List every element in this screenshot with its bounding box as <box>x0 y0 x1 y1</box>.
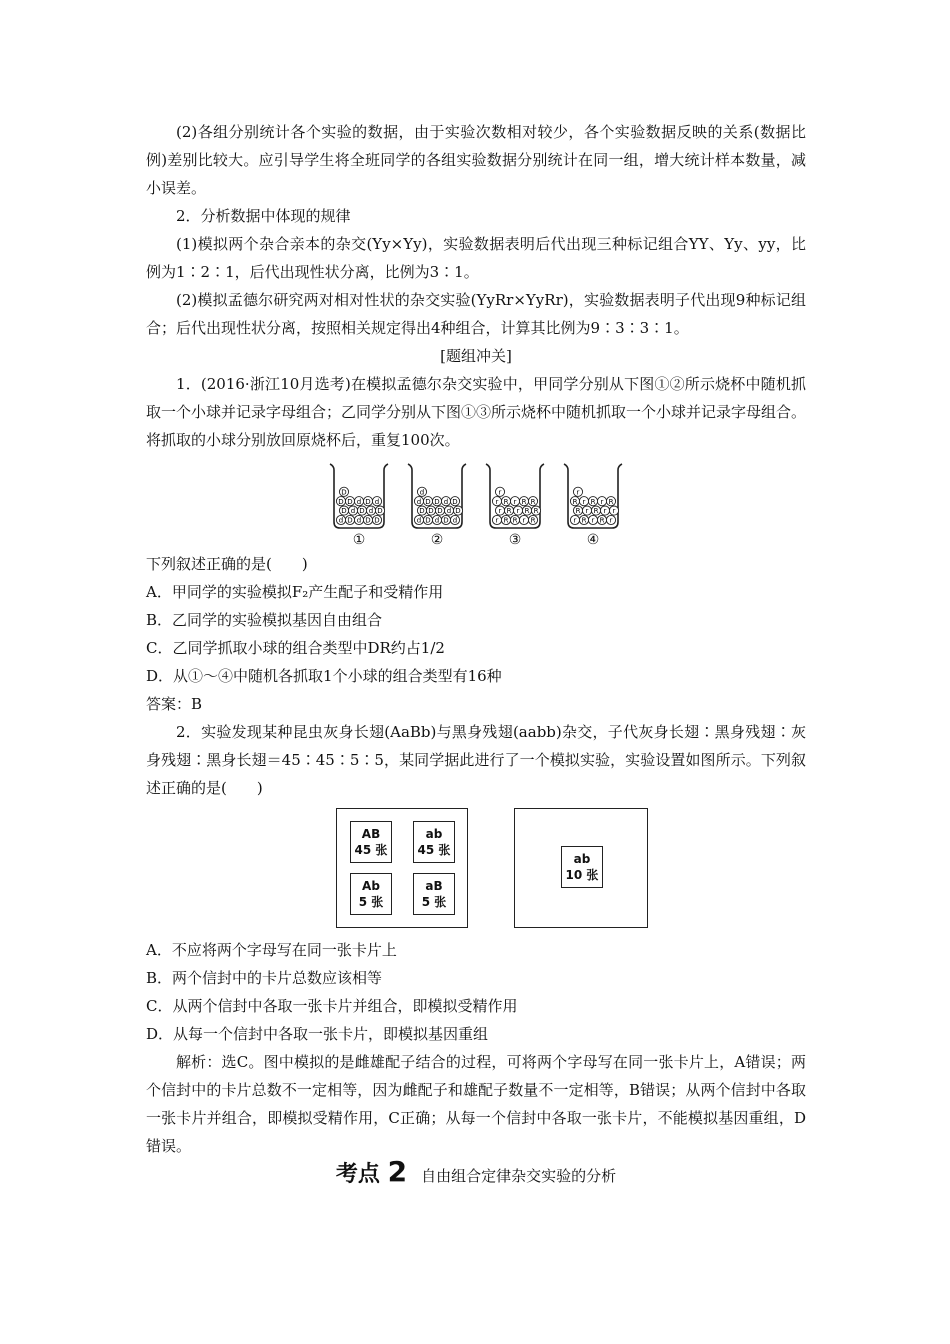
ball <box>588 515 597 524</box>
svg-text:D: D <box>338 497 344 506</box>
beaker-1-label: ① <box>352 532 366 548</box>
ball <box>510 515 519 524</box>
svg-text:R: R <box>572 497 578 506</box>
question-1-answer: 答案：B <box>146 695 203 713</box>
question-2-option-a: A．不应将两个字母写在同一张卡片上 <box>146 941 397 959</box>
ball <box>375 506 384 515</box>
svg-text:r: r <box>498 507 502 516</box>
svg-text:d: d <box>416 516 422 525</box>
svg-text:D: D <box>425 516 431 525</box>
ball <box>363 515 372 524</box>
section-heading-title: 自由组合定律杂交实验的分析 <box>421 1167 617 1185</box>
question-1-option-b: B．乙同学的实验模拟基因自由组合 <box>146 611 383 629</box>
svg-text:r: r <box>573 516 577 525</box>
ball <box>600 506 609 515</box>
ball <box>372 515 381 524</box>
svg-text:R: R <box>575 507 581 516</box>
ball <box>336 515 345 524</box>
svg-text:R: R <box>530 516 536 525</box>
svg-text:D: D <box>443 516 449 525</box>
beaker-3-label: ③ <box>508 532 522 548</box>
svg-text:d: d <box>368 507 374 516</box>
svg-text:d: d <box>446 507 452 516</box>
ball <box>450 515 459 524</box>
question-2-option-d: D．从每一个信封中各取一张卡片，即模拟基因重组 <box>146 1025 489 1043</box>
beaker-4-drawing <box>560 460 626 530</box>
question-1-prompt: 下列叙述正确的是( ) <box>146 555 308 573</box>
svg-text:D: D <box>452 497 458 506</box>
card-ab: ab 45 张 <box>413 821 455 863</box>
question-1-stem: 1．(2016·浙江10月选考)在模拟孟德尔杂交实验中，甲同学分别从下图①②所示烧杯中随机抓取一个小球并记录字母组合；乙同学分别从下图①③所示烧杯中随机抓取一个小球并记录字母组合。将抓取的小球分别放回原烧杯后，重复100次。 <box>146 375 807 449</box>
section-heading-label: 考点 2 <box>335 1155 408 1188</box>
beaker-4-label: ④ <box>586 532 600 548</box>
ball <box>372 497 381 506</box>
beaker-2-drawing <box>404 460 470 530</box>
ball <box>591 506 600 515</box>
svg-text:R: R <box>530 497 536 506</box>
ball <box>588 497 597 506</box>
ball <box>363 497 372 506</box>
ball <box>579 515 588 524</box>
svg-text:R: R <box>533 507 539 516</box>
svg-text:r: r <box>495 516 499 525</box>
beaker-4 <box>560 460 626 548</box>
ball <box>519 497 528 506</box>
svg-text:d: d <box>356 497 362 506</box>
ball <box>432 515 441 524</box>
svg-text:d: d <box>452 516 458 525</box>
question-2-stem: 2．实验发现某种昆虫灰身长翅(AaBb)与黑身残翅(aabb)杂交，子代灰身长翅∶黑身残翅∶灰身残翅∶黑身长翅＝45∶45∶5∶5，某同学据此进行了一个模拟实验，实验设置如图所示。下列叙述正确的是( ) <box>146 723 806 797</box>
svg-text:R: R <box>521 497 527 506</box>
svg-text:r: r <box>603 507 607 516</box>
ball <box>453 506 462 515</box>
ball <box>345 497 354 506</box>
ball <box>573 487 582 496</box>
beaker-2-label: ② <box>430 532 444 548</box>
section-heading <box>146 1155 806 1190</box>
beaker-figure <box>146 460 806 548</box>
svg-text:D: D <box>419 507 425 516</box>
ball <box>495 487 504 496</box>
svg-text:d: d <box>350 507 356 516</box>
svg-text:D: D <box>341 488 347 497</box>
envelope-1 <box>336 808 468 928</box>
svg-text:r: r <box>522 516 526 525</box>
svg-text:D: D <box>347 516 353 525</box>
ball <box>510 497 519 506</box>
svg-text:D: D <box>365 516 371 525</box>
svg-text:D: D <box>347 497 353 506</box>
ball <box>366 506 375 515</box>
question-2-option-b: B．两个信封中的卡片总数应该相等 <box>146 969 383 987</box>
ball <box>528 515 537 524</box>
ball <box>417 487 426 496</box>
svg-text:d: d <box>338 516 344 525</box>
ball <box>531 506 540 515</box>
question-1-option-a: A．甲同学的实验模拟F₂产生配子和受精作用 <box>146 583 444 601</box>
svg-text:D: D <box>437 507 443 516</box>
paragraph-dihybrid: (2)模拟孟德尔研究两对相对性状的杂交实验(YyRr×YyRr)，实验数据表明子代出现9种标记组合；后代出现性状分离，按照相关规定得出4种组合，计算其比例为9∶3∶3∶1。 <box>146 291 806 337</box>
ball <box>570 497 579 506</box>
svg-text:D: D <box>359 507 365 516</box>
svg-text:R: R <box>599 516 605 525</box>
document-page <box>146 118 806 1190</box>
ball <box>519 515 528 524</box>
ball <box>414 515 423 524</box>
svg-text:r: r <box>609 516 613 525</box>
svg-text:R: R <box>608 497 614 506</box>
ball <box>573 506 582 515</box>
question-1-option-c: C．乙同学抓取小球的组合类型中DR约占1/2 <box>146 639 445 657</box>
beaker-3-drawing <box>482 460 548 530</box>
paragraph-data-stats: (2)各组分别统计各个实验的数据，由于实验次数相对较少，各个实验数据反映的关系(数据比例)差别比较大。应引导学生将全班同学的各组实验数据分别统计在同一组，增大统计样本数量，减小误差。 <box>146 123 806 197</box>
svg-text:d: d <box>443 497 449 506</box>
svg-text:R: R <box>503 497 509 506</box>
svg-text:D: D <box>377 507 383 516</box>
ball <box>522 506 531 515</box>
svg-text:r: r <box>516 507 520 516</box>
svg-text:d: d <box>374 497 380 506</box>
card-ab-10: ab 10 张 <box>561 846 603 888</box>
ball <box>528 497 537 506</box>
ball <box>492 497 501 506</box>
svg-text:r: r <box>513 497 517 506</box>
svg-text:r: r <box>600 497 604 506</box>
svg-text:r: r <box>591 516 595 525</box>
paragraph-monohybrid: (1)模拟两个杂合亲本的杂交(Yy×Yy)，实验数据表明后代出现三种标记组合YY、Yy、yy，比例为1∶2∶1，后代出现性状分离，比例为3∶1。 <box>146 235 806 281</box>
svg-text:R: R <box>581 516 587 525</box>
svg-text:d: d <box>356 516 362 525</box>
svg-text:r: r <box>612 507 616 516</box>
ball <box>501 515 510 524</box>
ball <box>513 506 522 515</box>
svg-text:r: r <box>582 497 586 506</box>
envelope-2 <box>514 808 648 928</box>
beaker-2 <box>404 460 470 548</box>
ball <box>435 506 444 515</box>
ball <box>354 497 363 506</box>
ball <box>423 497 432 506</box>
svg-text:R: R <box>593 507 599 516</box>
svg-text:R: R <box>590 497 596 506</box>
ball <box>570 515 579 524</box>
ball <box>417 506 426 515</box>
svg-text:r: r <box>585 507 589 516</box>
ball <box>582 506 591 515</box>
ball <box>432 497 441 506</box>
ball <box>501 497 510 506</box>
svg-text:D: D <box>455 507 461 516</box>
svg-text:D: D <box>428 507 434 516</box>
ball <box>339 506 348 515</box>
question-1-option-d: D．从①～④中随机各抓取1个小球的组合类型有16种 <box>146 667 502 685</box>
ball <box>609 506 618 515</box>
svg-text:D: D <box>365 497 371 506</box>
svg-text:D: D <box>425 497 431 506</box>
svg-text:d: d <box>419 488 425 497</box>
ball <box>345 515 354 524</box>
ball <box>606 515 615 524</box>
card-aB: aB 5 张 <box>413 873 455 915</box>
ball <box>450 497 459 506</box>
ball <box>423 515 432 524</box>
question-2-option-c: C．从两个信封中各取一张卡片并组合，即模拟受精作用 <box>146 997 518 1015</box>
svg-text:d: d <box>434 516 440 525</box>
svg-text:R: R <box>503 516 509 525</box>
ball <box>357 506 366 515</box>
svg-text:R: R <box>512 516 518 525</box>
svg-text:R: R <box>524 507 530 516</box>
svg-text:d: d <box>416 497 422 506</box>
beaker-1 <box>326 460 392 548</box>
ball <box>441 497 450 506</box>
svg-text:D: D <box>434 497 440 506</box>
card-Ab: Ab 5 张 <box>350 873 392 915</box>
beaker-3 <box>482 460 548 548</box>
question-2-analysis: 解析：选C。图中模拟的是雌雄配子结合的过程，可将两个字母写在同一张卡片上，A错误；两个信封中的卡片总数不一定相等，因为雌配子和雄配子数量不一定相等，B错误；从两个信封中各取一张卡片并组合，即模拟受精作用，C正确；从每一个信封中各取一张卡片，不能模拟基因重组，D错误。 <box>146 1053 806 1155</box>
svg-text:D: D <box>341 507 347 516</box>
section-label: [题组冲关] <box>440 347 512 365</box>
ball <box>414 497 423 506</box>
svg-text:r: r <box>576 488 580 497</box>
ball <box>339 487 348 496</box>
ball <box>597 515 606 524</box>
ball <box>504 506 513 515</box>
ball <box>336 497 345 506</box>
svg-text:r: r <box>495 497 499 506</box>
card-AB: AB 45 张 <box>350 821 392 863</box>
ball <box>492 515 501 524</box>
paragraph-heading-rules: 2．分析数据中体现的规律 <box>176 207 351 225</box>
svg-text:r: r <box>498 488 502 497</box>
ball <box>495 506 504 515</box>
svg-text:R: R <box>506 507 512 516</box>
ball <box>597 497 606 506</box>
ball <box>441 515 450 524</box>
ball <box>606 497 615 506</box>
ball <box>444 506 453 515</box>
ball <box>354 515 363 524</box>
ball <box>348 506 357 515</box>
svg-text:D: D <box>374 516 380 525</box>
envelope-figure <box>146 808 806 932</box>
ball <box>579 497 588 506</box>
beaker-1-drawing <box>326 460 392 530</box>
ball <box>426 506 435 515</box>
